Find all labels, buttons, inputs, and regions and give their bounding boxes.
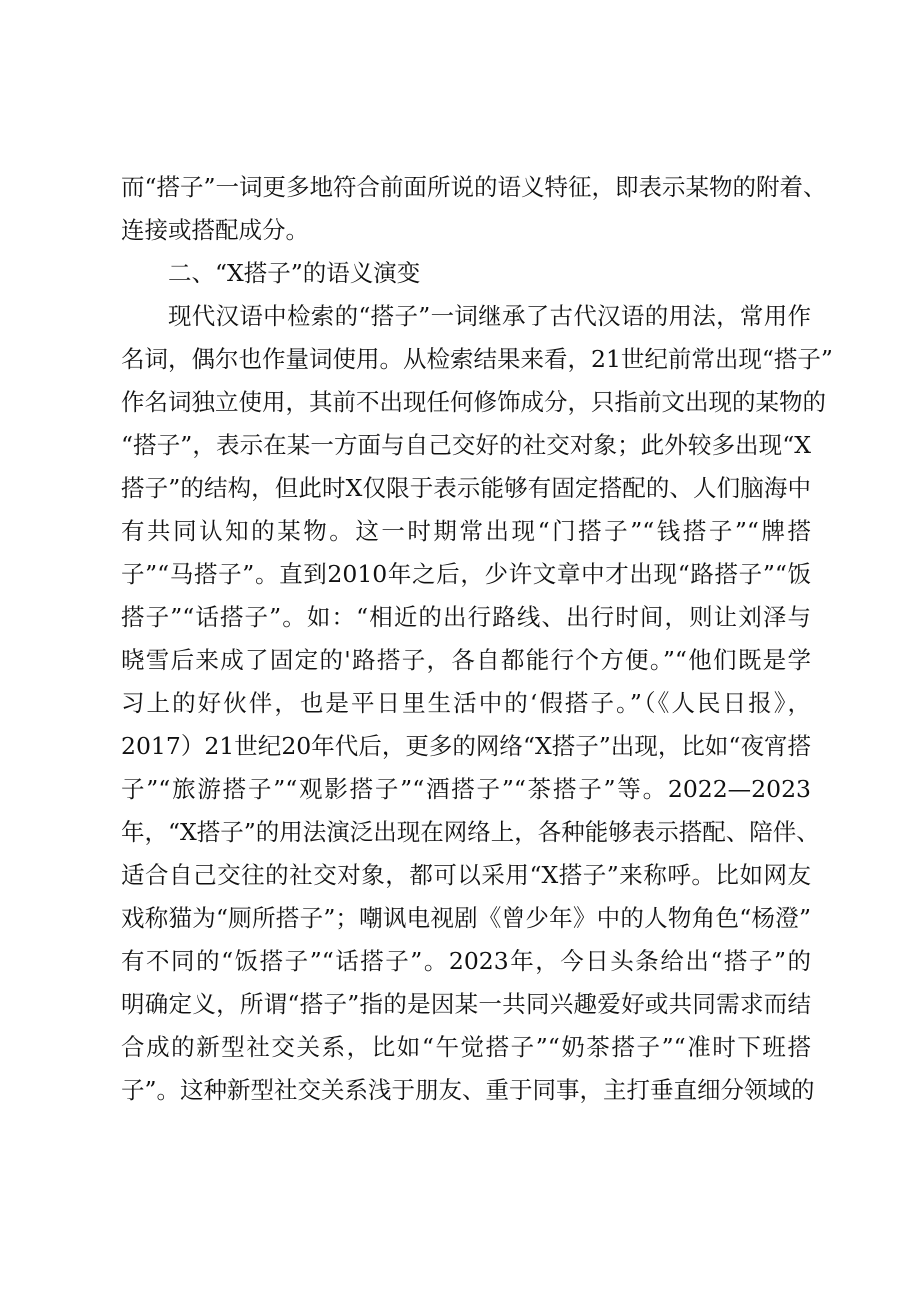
paragraph-line: 2017）21世纪20年代后，更多的网络“X搭子”出现，比如“夜宵搭 bbox=[121, 732, 811, 760]
paragraph-line: 搭子”“话搭子”。如：“相近的出行路线、出行时间，则让刘泽与 bbox=[121, 603, 811, 631]
paragraph-line: 年，“X搭子”的用法演泛出现在网络上，各种能够表示搭配、陪伴、 bbox=[121, 818, 820, 846]
paragraph-line: 而“搭子”一词更多地符合前面所说的语义特征，即表示某物的附着、 bbox=[121, 173, 827, 201]
paragraph-line: 作名词独立使用，其前不出现任何修饰成分，只指前文出现的某物的 bbox=[121, 388, 826, 416]
paragraph-line: 明确定义，所谓“搭子”指的是因某一共同兴趣爱好或共同需求而结 bbox=[121, 990, 811, 1018]
paragraph-line: 适合自己交往的社交对象，都可以采用“X搭子”来称呼。比如网友 bbox=[121, 861, 811, 889]
paragraph-line: 习上的好伙伴，也是平日里生活中的‘假搭子。”（《人民日报》， bbox=[121, 689, 811, 717]
paragraph-line: 子”“马搭子”。直到2010年之后，少许文章中才出现“路搭子”“饭 bbox=[121, 560, 811, 588]
paragraph-line: 戏称猫为“厕所搭子”；嘲讽电视剧《曾少年》中的人物角色“杨澄” bbox=[121, 904, 811, 932]
paragraph-line: 子”“旅游搭子”“观影搭子”“酒搭子”“茶搭子”等。2022—2023 bbox=[121, 775, 811, 803]
paragraph-line: 有不同的“饭搭子”“话搭子”。2023年，今日头条给出“搭子”的 bbox=[121, 947, 811, 975]
paragraph-line: 名词，偶尔也作量词使用。从检索结果来看，21世纪前常出现“搭子” bbox=[121, 345, 833, 373]
paragraph-line: 现代汉语中检索的“搭子”一词继承了古代汉语的用法，常用作 bbox=[168, 302, 811, 330]
paragraph-line: 晓雪后来成了固定的'路搭子，各自都能行个方便。”“他们既是学 bbox=[121, 646, 811, 674]
section-heading: 二、“X搭子”的语义演变 bbox=[168, 259, 421, 287]
paragraph-line: 子”。这种新型社交关系浅于朋友、重于同事，主打垂直细分领域的 bbox=[121, 1076, 815, 1104]
paragraph-line: 连接或搭配成分。 bbox=[121, 216, 309, 244]
paragraph-line: 合成的新型社交关系，比如“午觉搭子”“奶茶搭子”“准时下班搭 bbox=[121, 1033, 811, 1061]
paragraph-line: 搭子”的结构，但此时X仅限于表示能够有固定搭配的、人们脑海中 bbox=[121, 474, 811, 502]
paragraph-line: 有共同认知的某物。这一时期常出现“门搭子”“钱搭子”“牌搭 bbox=[121, 517, 811, 545]
paragraph-line: “搭子”，表示在某一方面与自己交好的社交对象；此外较多出现“X bbox=[121, 431, 811, 459]
